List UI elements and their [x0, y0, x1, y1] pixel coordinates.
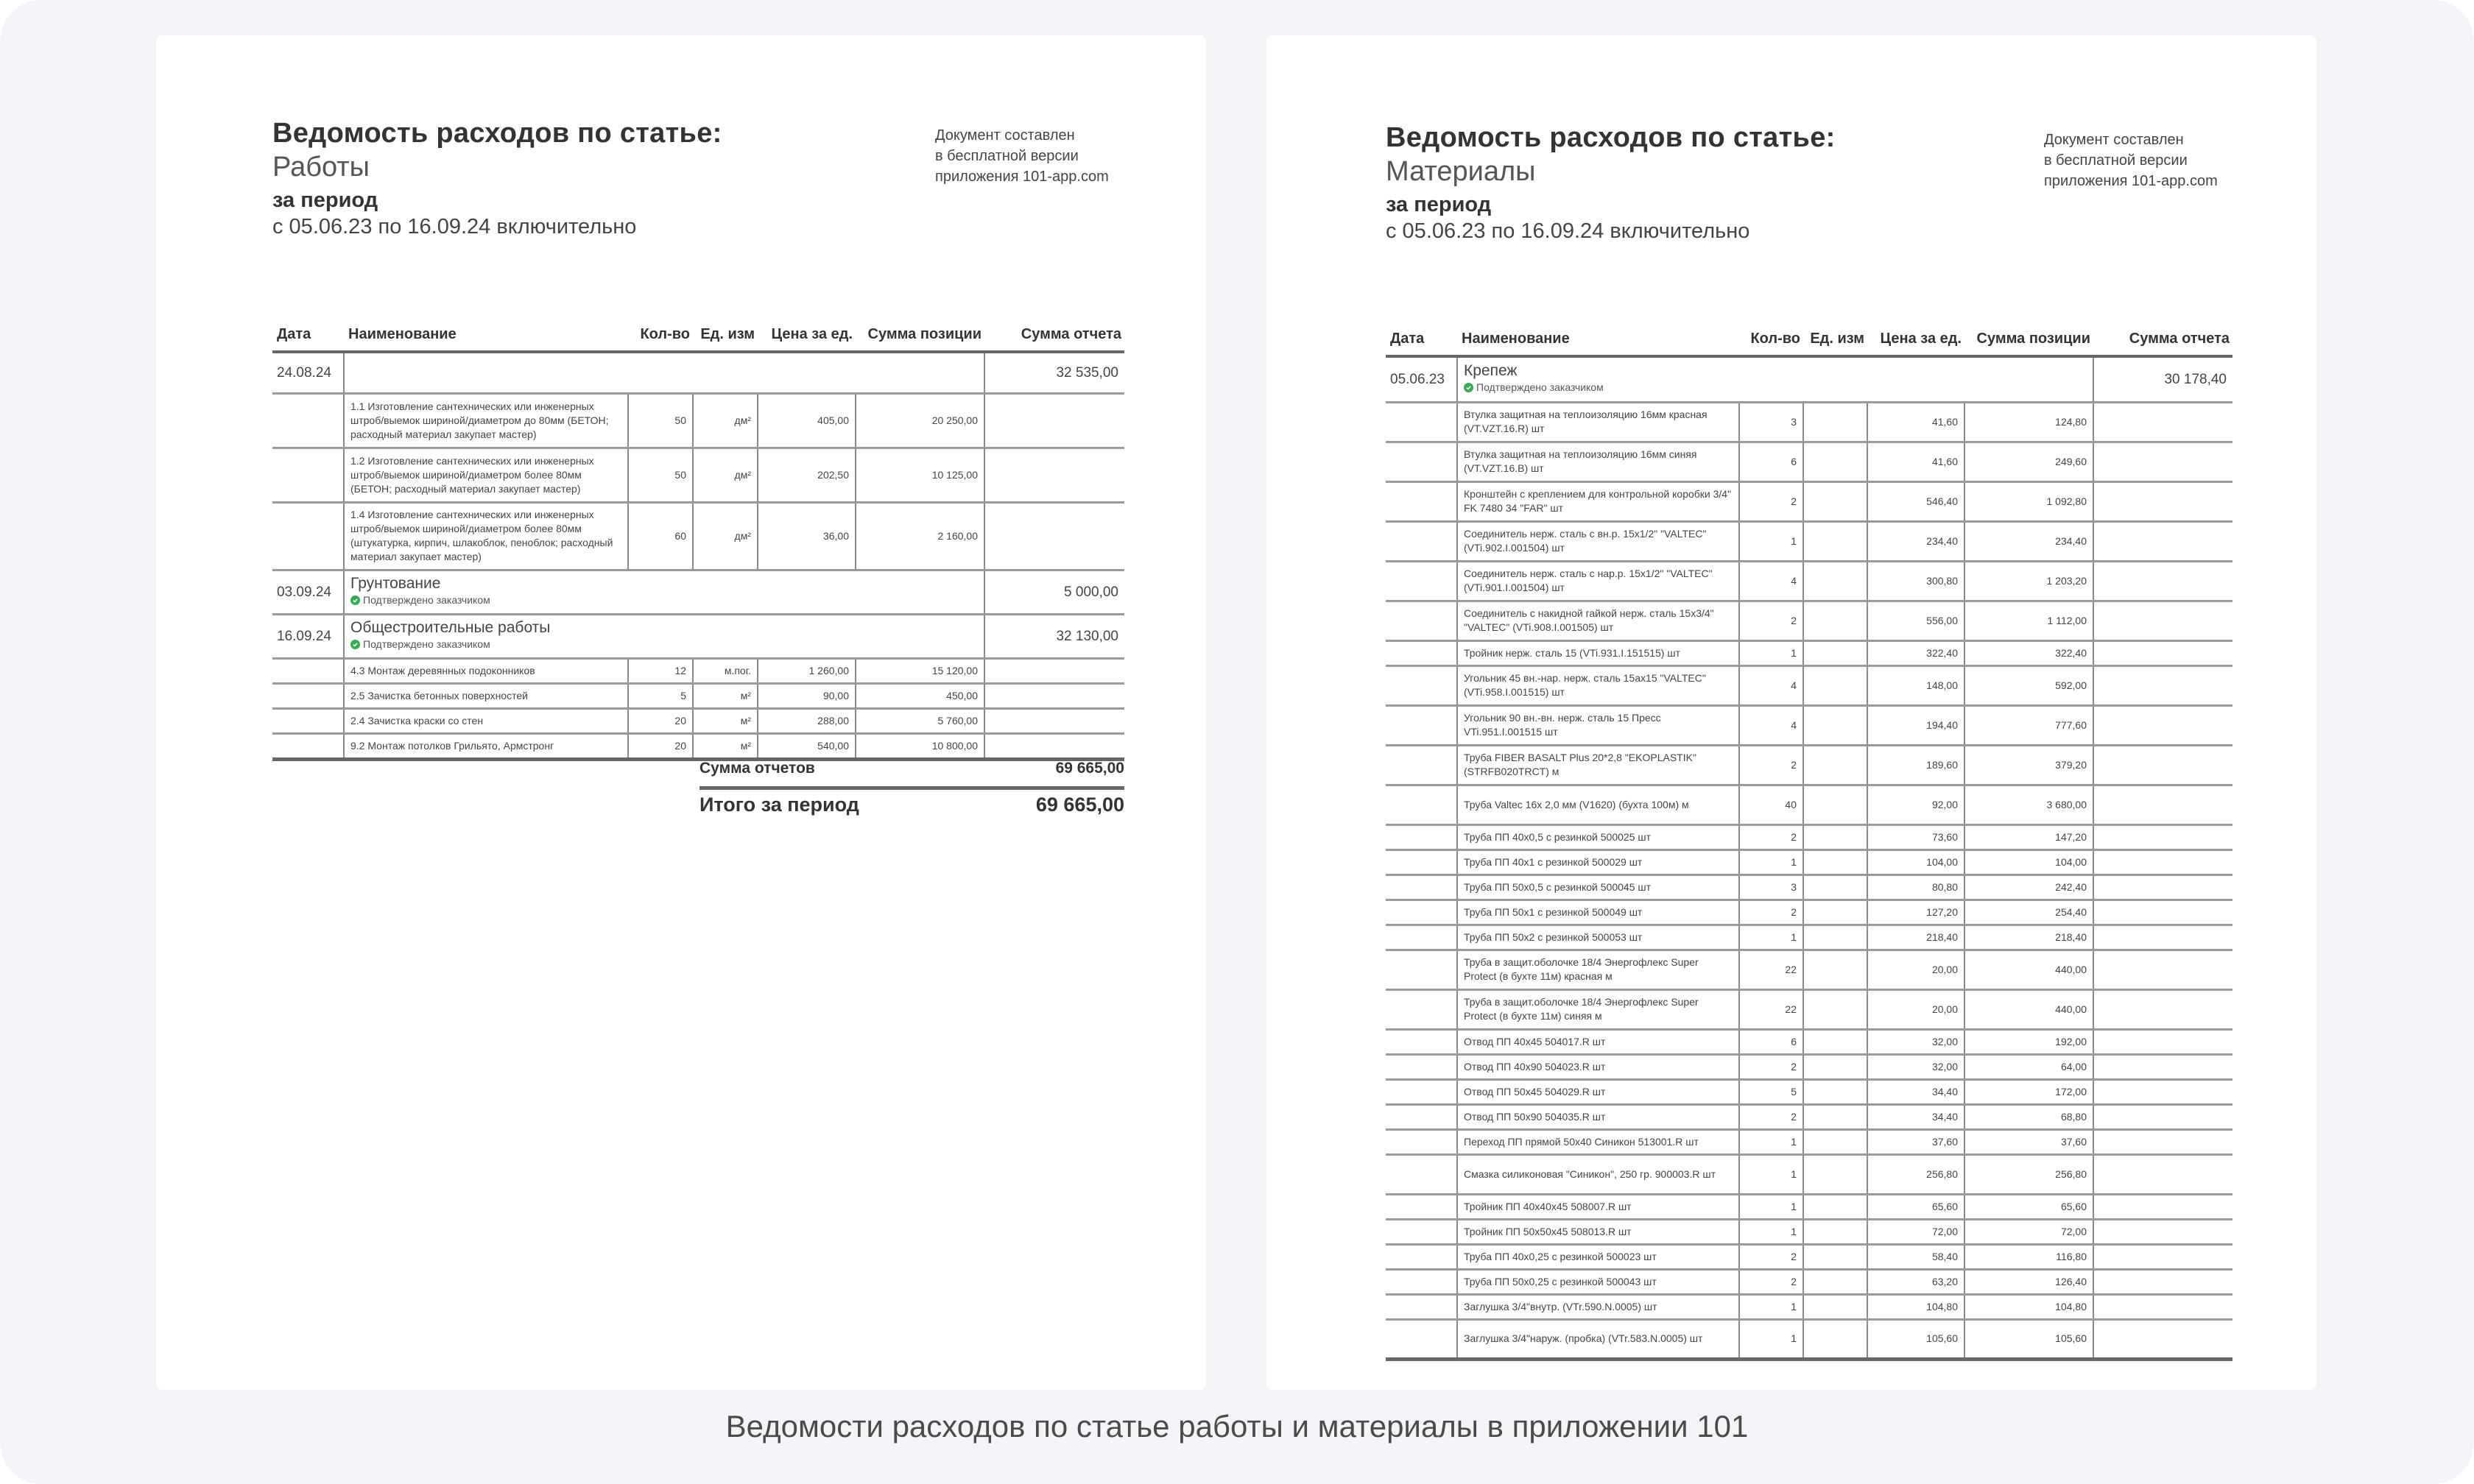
item-unit: дм² [693, 393, 758, 448]
item-qty: 50 [628, 393, 693, 448]
item-name: Отвод ПП 50x90 504035.R шт [1457, 1104, 1739, 1129]
table-row [1386, 1294, 2232, 1319]
item-unit [1803, 950, 1867, 989]
item-sum: 3 680,00 [1964, 785, 2093, 824]
item-price: 105,60 [1867, 1319, 1964, 1359]
report-group-row[interactable] [272, 352, 1124, 393]
item-unit [1803, 849, 1867, 875]
table-row [272, 448, 1124, 502]
report-group-row[interactable] [272, 614, 1124, 658]
item-unit [1803, 1129, 1867, 1154]
report-group-row[interactable] [272, 570, 1124, 614]
item-sum: 234,40 [1964, 521, 2093, 561]
item-unit [1803, 1079, 1867, 1104]
item-unit [1803, 640, 1867, 665]
item-qty: 2 [1739, 601, 1803, 640]
item-name: Отвод ПП 50x45 504029.R шт [1457, 1079, 1739, 1104]
item-qty: 22 [1739, 989, 1803, 1029]
report-page-works [156, 35, 1206, 1390]
item-unit [1803, 1269, 1867, 1294]
table-row [272, 683, 1124, 708]
item-sum: 322,40 [1964, 640, 2093, 665]
item-sum: 440,00 [1964, 989, 2093, 1029]
item-price: 36,00 [758, 502, 856, 570]
item-unit [1803, 481, 1867, 521]
item-unit [1803, 785, 1867, 824]
item-qty: 4 [1739, 705, 1803, 745]
table-row [1386, 1129, 2232, 1154]
item-name: 2.5 Зачистка бетонных поверхностей [344, 683, 628, 708]
col-name: Наименование [1457, 327, 1739, 356]
item-sum: 254,40 [1964, 900, 2093, 925]
item-unit [1803, 1219, 1867, 1244]
item-sum: 5 760,00 [856, 708, 984, 733]
item-name: Труба ПП 50x0,5 с резинкой 500045 шт [1457, 875, 1739, 900]
item-sum: 1 092,80 [1964, 481, 2093, 521]
item-price: 300,80 [1867, 561, 1964, 601]
item-price: 194,40 [1867, 705, 1964, 745]
table-row [1386, 705, 2232, 745]
report-group-row[interactable] [1386, 356, 2232, 402]
report-title: Ведомость расходов по статье: [1386, 122, 1836, 153]
item-unit [1803, 875, 1867, 900]
item-qty: 1 [1739, 1129, 1803, 1154]
confirmed-status: Подтверждено заказчиком [350, 637, 978, 651]
item-name: Смазка силиконовая "Синикон", 250 гр. 900003.R шт [1457, 1154, 1739, 1194]
item-qty: 60 [628, 502, 693, 570]
item-sum: 1 203,20 [1964, 561, 2093, 601]
item-qty: 2 [1739, 481, 1803, 521]
item-sum: 105,60 [1964, 1319, 2093, 1359]
table-row [1386, 1269, 2232, 1294]
table-header-row [272, 322, 1124, 352]
check-circle-icon [1464, 383, 1473, 392]
item-qty: 4 [1739, 665, 1803, 705]
item-unit: м.пог. [693, 658, 758, 683]
report-date: 16.09.24 [272, 614, 344, 658]
item-name: 1.2 Изготовление сантехнических или инженерных штроб/выемок шириной/диаметром более 80мм (БЕТОН; расходный материал закупает мастер) [344, 448, 628, 502]
item-name: Кронштейн с креплением для контрольной коробки 3/4" FK 7480 34 "FAR" шт [1457, 481, 1739, 521]
item-name: Отвод ПП 40x90 504023.R шт [1457, 1054, 1739, 1079]
item-name: Труба ПП 40x0,25 с резинкой 500023 шт [1457, 1244, 1739, 1269]
report-sum: 5 000,00 [984, 570, 1124, 614]
item-price: 37,60 [1867, 1129, 1964, 1154]
item-unit [1803, 1294, 1867, 1319]
item-unit [1803, 705, 1867, 745]
report-sum: 32 535,00 [984, 352, 1124, 393]
item-qty: 1 [1739, 1194, 1803, 1219]
col-date: Дата [1386, 327, 1457, 356]
item-name: Угольник 45 вн.-нар. нерж. сталь 15ах15 "VALTEC" (VTi.958.I.001515) шт [1457, 665, 1739, 705]
item-unit [1803, 824, 1867, 849]
item-sum: 147,20 [1964, 824, 2093, 849]
item-sum: 379,20 [1964, 745, 2093, 785]
item-price: 546,40 [1867, 481, 1964, 521]
report-category: Работы [272, 152, 370, 183]
item-unit [1803, 989, 1867, 1029]
table-row [1386, 665, 2232, 705]
item-price: 34,40 [1867, 1104, 1964, 1129]
item-price: 104,00 [1867, 849, 1964, 875]
item-qty: 20 [628, 708, 693, 733]
item-sum: 104,80 [1964, 1294, 2093, 1319]
item-sum: 592,00 [1964, 665, 2093, 705]
item-sum: 68,80 [1964, 1104, 2093, 1129]
table-header-row [1386, 327, 2232, 356]
item-price: 34,40 [1867, 1079, 1964, 1104]
col-unit: Ед. изм [1803, 327, 1867, 356]
item-name: Угольник 90 вн.-вн. нерж. сталь 15 Пресс VTi.951.I.001515 шт [1457, 705, 1739, 745]
table-row [1386, 1194, 2232, 1219]
item-name: 1.4 Изготовление сантехнических или инженерных штроб/выемок шириной/диаметром более 80мм (штукатурка, кирпич, шлакоблок, пеноблок; расходный материал закупает мастер) [344, 502, 628, 570]
free-version-note: Документ составлен в бесплатной версии приложения 101-app.com [935, 127, 1109, 185]
item-qty: 5 [1739, 1079, 1803, 1104]
item-unit [1803, 665, 1867, 705]
col-report-sum: Сумма отчета [984, 322, 1124, 352]
item-qty: 40 [1739, 785, 1803, 824]
table-row [1386, 745, 2232, 785]
item-name: Переход ПП прямой 50x40 Синикон 513001.R шт [1457, 1129, 1739, 1154]
item-name: Труба Valtec 16x 2,0 мм (V1620) (бухта 100м) м [1457, 785, 1739, 824]
item-name: 9.2 Монтаж потолков Грильято, Армстронг [344, 733, 628, 759]
item-unit [1803, 1054, 1867, 1079]
report-sum: 30 178,40 [2093, 356, 2232, 402]
report-category: Материалы [1386, 156, 1536, 187]
item-name: 1.1 Изготовление сантехнических или инженерных штроб/выемок шириной/диаметром до 80мм (БЕТОН; расходный материал закупает мастер) [344, 393, 628, 448]
check-circle-icon [350, 596, 360, 605]
item-name: Труба FIBER BASALT Plus 20*2,8 "EKOPLASTIK" (STRFB020TRCT) м [1457, 745, 1739, 785]
report-page-materials [1266, 35, 2316, 1390]
item-sum: 126,40 [1964, 1269, 2093, 1294]
item-price: 32,00 [1867, 1054, 1964, 1079]
table-row [1386, 1154, 2232, 1194]
confirmed-status: Подтверждено заказчиком [1464, 381, 2087, 395]
item-sum: 15 120,00 [856, 658, 984, 683]
table-row [272, 393, 1124, 448]
item-sum: 10 800,00 [856, 733, 984, 759]
image-caption: Ведомости расходов по статье работы и материалы в приложении 101 [725, 1409, 1749, 1444]
item-sum: 65,60 [1964, 1194, 2093, 1219]
item-price: 63,20 [1867, 1269, 1964, 1294]
table-row [1386, 1079, 2232, 1104]
item-name: Труба в защит.оболочке 18/4 Энергофлекс Super Protect (в бухте 11м) красная м [1457, 950, 1739, 989]
sum-of-reports: Сумма отчетов 69 665,00 [699, 760, 1124, 790]
table-row [1386, 1054, 2232, 1079]
item-sum: 104,00 [1964, 849, 2093, 875]
item-sum: 2 160,00 [856, 502, 984, 570]
item-unit [1803, 745, 1867, 785]
item-qty: 6 [1739, 1029, 1803, 1054]
item-price: 234,40 [1867, 521, 1964, 561]
table-row [1386, 481, 2232, 521]
confirmed-status: Подтверждено заказчиком [350, 593, 978, 607]
item-qty: 4 [1739, 561, 1803, 601]
item-name: Труба ПП 50x2 с резинкой 500053 шт [1457, 925, 1739, 950]
col-report-sum: Сумма отчета [2093, 327, 2232, 356]
item-qty: 1 [1739, 925, 1803, 950]
item-sum: 116,80 [1964, 1244, 2093, 1269]
report-date: 24.08.24 [272, 352, 344, 393]
item-qty: 3 [1739, 875, 1803, 900]
item-sum: 10 125,00 [856, 448, 984, 502]
item-qty: 1 [1739, 1319, 1803, 1359]
item-unit: дм² [693, 502, 758, 570]
item-unit [1803, 1319, 1867, 1359]
table-row [1386, 925, 2232, 950]
table-row [1386, 1219, 2232, 1244]
table-row [1386, 601, 2232, 640]
table-row [1386, 785, 2232, 824]
item-name: Труба ПП 50x0,25 с резинкой 500043 шт [1457, 1269, 1739, 1294]
item-name: Заглушка 3/4"наруж. (пробка) (VTr.583.N.0005) шт [1457, 1319, 1739, 1359]
item-sum: 777,60 [1964, 705, 2093, 745]
item-qty: 50 [628, 448, 693, 502]
item-qty: 12 [628, 658, 693, 683]
item-name: Заглушка 3/4"внутр. (VTr.590.N.0005) шт [1457, 1294, 1739, 1319]
item-price: 127,20 [1867, 900, 1964, 925]
item-qty: 20 [628, 733, 693, 759]
item-price: 218,40 [1867, 925, 1964, 950]
item-unit: м² [693, 733, 758, 759]
free-version-note: Документ составлен в бесплатной версии приложения 101-app.com [2044, 132, 2218, 189]
item-price: 92,00 [1867, 785, 1964, 824]
item-qty: 2 [1739, 1054, 1803, 1079]
item-sum: 192,00 [1964, 1029, 2093, 1054]
table-row [1386, 849, 2232, 875]
col-price: Цена за ед. [758, 322, 856, 352]
item-price: 41,60 [1867, 402, 1964, 442]
table-row [272, 658, 1124, 683]
item-price: 405,00 [758, 393, 856, 448]
report-name [344, 352, 984, 393]
report-name: Грунтование [350, 575, 441, 592]
item-name: Труба ПП 40x0,5 с резинкой 500025 шт [1457, 824, 1739, 849]
item-qty: 1 [1739, 849, 1803, 875]
item-qty: 1 [1739, 1154, 1803, 1194]
table-row [1386, 442, 2232, 481]
item-sum: 172,00 [1964, 1079, 2093, 1104]
item-name: Труба ПП 40x1 с резинкой 500029 шт [1457, 849, 1739, 875]
item-unit [1803, 442, 1867, 481]
item-price: 73,60 [1867, 824, 1964, 849]
item-name: Соединитель нерж. сталь с нар.р. 15x1/2" "VALTEC" (VTi.901.I.001504) шт [1457, 561, 1739, 601]
item-sum: 124,80 [1964, 402, 2093, 442]
item-name: Втулка защитная на теплоизоляцию 16мм синяя (VT.VZT.16.B) шт [1457, 442, 1739, 481]
report-name: Общестроительные работы [350, 619, 551, 636]
table-row [272, 708, 1124, 733]
item-unit: м² [693, 683, 758, 708]
item-qty: 2 [1739, 1269, 1803, 1294]
table-row [1386, 561, 2232, 601]
item-price: 20,00 [1867, 989, 1964, 1029]
item-price: 202,50 [758, 448, 856, 502]
item-name: Тройник ПП 50x50x45 508013.R шт [1457, 1219, 1739, 1244]
item-price: 20,00 [1867, 950, 1964, 989]
item-price: 32,00 [1867, 1029, 1964, 1054]
item-unit [1803, 601, 1867, 640]
item-qty: 2 [1739, 824, 1803, 849]
item-sum: 440,00 [1964, 950, 2093, 989]
item-sum: 450,00 [856, 683, 984, 708]
item-name: 4.3 Монтаж деревянных подоконников [344, 658, 628, 683]
item-qty: 5 [628, 683, 693, 708]
table-row [272, 733, 1124, 759]
period-total: Итого за период 69 665,00 [699, 794, 1124, 816]
col-name: Наименование [344, 322, 628, 352]
item-qty: 2 [1739, 1244, 1803, 1269]
works-table [272, 322, 1124, 761]
table-row [1386, 521, 2232, 561]
table-row [1386, 900, 2232, 925]
item-name: Втулка защитная на теплоизоляцию 16мм красная (VT.VZT.16.R) шт [1457, 402, 1739, 442]
col-price: Цена за ед. [1867, 327, 1964, 356]
item-price: 41,60 [1867, 442, 1964, 481]
item-qty: 2 [1739, 900, 1803, 925]
item-sum: 218,40 [1964, 925, 2093, 950]
item-name: 2.4 Зачистка краски со стен [344, 708, 628, 733]
item-price: 58,40 [1867, 1244, 1964, 1269]
report-date: 05.06.23 [1386, 356, 1457, 402]
item-name: Соединитель с накидной гайкой нерж. сталь 15x3/4" "VALTEC" (VTi.908.I.001505) шт [1457, 601, 1739, 640]
period-label: за период [1386, 193, 1492, 216]
item-sum: 37,60 [1964, 1129, 2093, 1154]
item-unit [1803, 1194, 1867, 1219]
item-unit [1803, 402, 1867, 442]
item-price: 148,00 [1867, 665, 1964, 705]
period-range: с 05.06.23 по 16.09.24 включительно [272, 215, 637, 239]
col-qty: Кол-во [1739, 327, 1803, 356]
item-sum: 20 250,00 [856, 393, 984, 448]
item-qty: 2 [1739, 745, 1803, 785]
report-title: Ведомость расходов по статье: [272, 118, 722, 149]
item-sum: 242,40 [1964, 875, 2093, 900]
item-price: 540,00 [758, 733, 856, 759]
table-row [1386, 640, 2232, 665]
item-sum: 256,80 [1964, 1154, 2093, 1194]
report-sum: 32 130,00 [984, 614, 1124, 658]
item-unit [1803, 1104, 1867, 1129]
period-label: за период [272, 188, 378, 212]
table-row [1386, 1029, 2232, 1054]
item-unit [1803, 1154, 1867, 1194]
item-qty: 1 [1739, 521, 1803, 561]
item-sum: 64,00 [1964, 1054, 2093, 1079]
item-qty: 1 [1739, 1294, 1803, 1319]
table-row [1386, 989, 2232, 1029]
item-unit: м² [693, 708, 758, 733]
item-name: Соединитель нерж. сталь с вн.р. 15x1/2" "VALTEC" (VTi.902.I.001504) шт [1457, 521, 1739, 561]
item-price: 288,00 [758, 708, 856, 733]
check-circle-icon [350, 640, 360, 649]
item-unit [1803, 925, 1867, 950]
item-price: 189,60 [1867, 745, 1964, 785]
item-qty: 2 [1739, 1104, 1803, 1129]
item-unit [1803, 561, 1867, 601]
table-row [1386, 824, 2232, 849]
item-name: Труба в защит.оболочке 18/4 Энергофлекс Super Protect (в бухте 11м) синяя м [1457, 989, 1739, 1029]
table-row [1386, 1104, 2232, 1129]
item-qty: 6 [1739, 442, 1803, 481]
item-sum: 72,00 [1964, 1219, 2093, 1244]
item-name: Тройник нерж. сталь 15 (VTi.931.I.151515) шт [1457, 640, 1739, 665]
item-price: 72,00 [1867, 1219, 1964, 1244]
item-name: Тройник ПП 40x40x45 508007.R шт [1457, 1194, 1739, 1219]
item-price: 80,80 [1867, 875, 1964, 900]
item-unit [1803, 1244, 1867, 1269]
table-row [1386, 402, 2232, 442]
item-qty: 22 [1739, 950, 1803, 989]
item-price: 104,80 [1867, 1294, 1964, 1319]
col-date: Дата [272, 322, 344, 352]
item-qty: 3 [1739, 402, 1803, 442]
item-name: Отвод ПП 40x45 504017.R шт [1457, 1029, 1739, 1054]
materials-table [1386, 327, 2232, 1361]
col-item-sum: Сумма позиции [1964, 327, 2093, 356]
table-row [272, 502, 1124, 570]
table-row [1386, 1319, 2232, 1359]
item-sum: 249,60 [1964, 442, 2093, 481]
item-qty: 1 [1739, 1219, 1803, 1244]
col-item-sum: Сумма позиции [856, 322, 984, 352]
item-price: 1 260,00 [758, 658, 856, 683]
col-qty: Кол-во [628, 322, 693, 352]
item-sum: 1 112,00 [1964, 601, 2093, 640]
item-price: 65,60 [1867, 1194, 1964, 1219]
table-row [1386, 875, 2232, 900]
period-range: с 05.06.23 по 16.09.24 включительно [1386, 219, 1750, 243]
item-qty: 1 [1739, 640, 1803, 665]
item-unit [1803, 900, 1867, 925]
report-name: Крепеж [1464, 362, 1518, 380]
table-row [1386, 1244, 2232, 1269]
item-name: Труба ПП 50x1 с резинкой 500049 шт [1457, 900, 1739, 925]
item-unit [1803, 521, 1867, 561]
table-row [1386, 950, 2232, 989]
item-unit [1803, 1029, 1867, 1054]
item-price: 322,40 [1867, 640, 1964, 665]
item-unit: дм² [693, 448, 758, 502]
item-price: 256,80 [1867, 1154, 1964, 1194]
item-price: 556,00 [1867, 601, 1964, 640]
report-date: 03.09.24 [272, 570, 344, 614]
col-unit: Ед. изм [693, 322, 758, 352]
item-price: 90,00 [758, 683, 856, 708]
